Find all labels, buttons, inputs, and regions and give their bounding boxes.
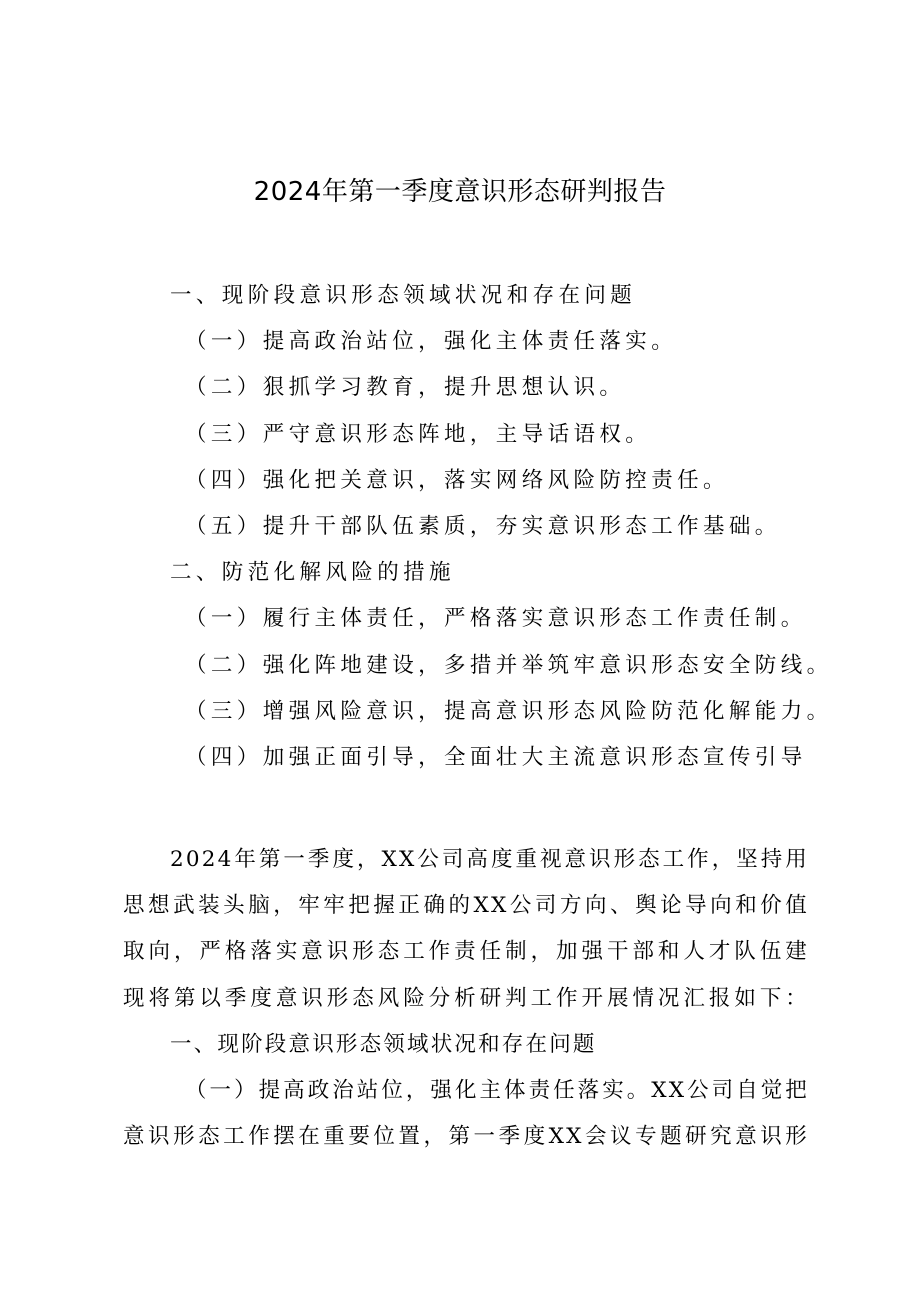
body-line: 意识形态工作摆在重要位置，第一季度XX会议专题研究意识形	[123, 1124, 809, 1150]
body-line: 现将第以季度意识形态风险分析研判工作开展情况汇报如下：	[123, 985, 809, 1011]
body-line: 2024年第一季度，XX公司高度重视意识形态工作，坚持用	[170, 847, 809, 872]
body-line: 思想武装头脑，牢牢把握正确的XX公司方向、舆论导向和价值	[123, 893, 809, 919]
outline-item-1-4: （四）强化把关意识，落实网络风险防控责任。	[185, 467, 729, 493]
outline-item-2-2: （二）强化阵地建设，多措并举筑牢意识形态安全防线。	[185, 652, 833, 678]
body-paragraphs	[123, 840, 809, 1163]
section-heading: 一、现阶段意识形态领域状况和存在问题	[170, 1031, 597, 1057]
body-line: （一）提高政治站位，强化主体责任落实。XX公司自觉把	[185, 1077, 809, 1103]
outline-item-1-1: （一）提高政治站位，强化主体责任落实。	[185, 329, 678, 355]
body-line: 取向，严格落实意识形态工作责任制，加强干部和人才队伍建	[123, 939, 809, 965]
outline-heading-2: 二、防范化解风险的措施	[170, 560, 455, 586]
document-title: 2024年第一季度意识形态研判报告	[253, 177, 667, 207]
outline-item-2-3: （三）增强风险意识，提高意识形态风险防范化解能力。	[185, 698, 833, 724]
outline-item-1-3: （三）严守意识形态阵地，主导话语权。	[185, 421, 652, 447]
outline-item-1-5: （五）提升干部队伍素质，夯实意识形态工作基础。	[185, 513, 781, 539]
outline-item-2-4: （四）加强正面引导，全面壮大主流意识形态宣传引导	[185, 744, 807, 770]
outline-item-2-1: （一）履行主体责任，严格落实意识形态工作责任制。	[185, 606, 807, 632]
outline-list	[0, 276, 920, 784]
outline-heading-1: 一、现阶段意识形态领域状况和存在问题	[170, 283, 637, 308]
outline-item-1-2: （二）狠抓学习教育，提升思想认识。	[185, 375, 626, 401]
